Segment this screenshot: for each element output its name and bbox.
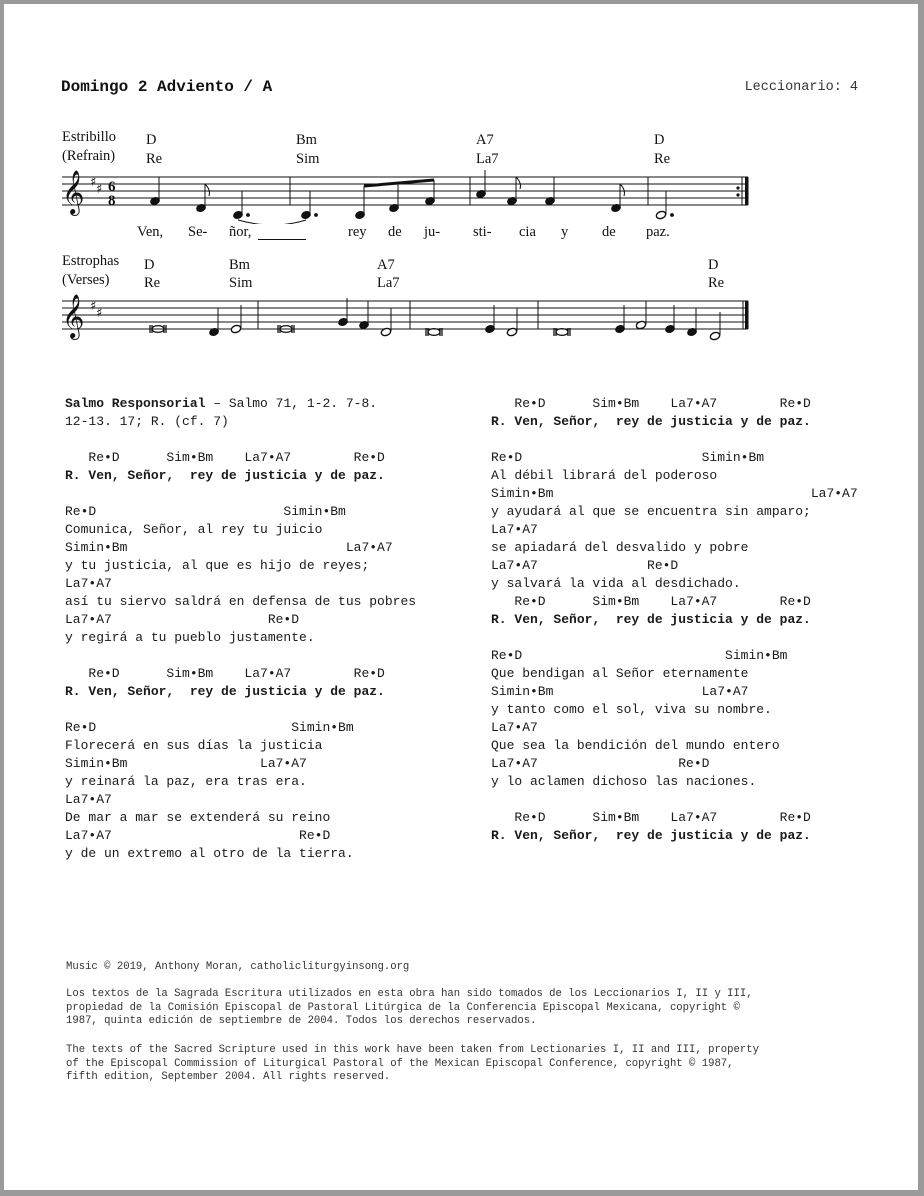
verses-label-en: (Verses) bbox=[62, 272, 110, 288]
sharp-icon: ♯ bbox=[96, 306, 103, 321]
breve-note-icon bbox=[554, 328, 570, 336]
music-copyright: Music © 2019, Anthony Moran, catholicliturgyinsong.org bbox=[66, 961, 410, 973]
stanza-1: Re•D Simin•Bm Comunica, Señor, al rey tu juicio Simin•Bm La7•A7 y tu justicia, al que es hijo de reyes; La7•A7 así tu siervo saldrá en defensa de tus pobres La7•A7 Re•D y regirá a tu pueblo justamente. bbox=[65, 504, 417, 645]
melisma-line bbox=[258, 239, 306, 240]
response-text: R. Ven, Señor, rey de justicia y de paz. bbox=[65, 684, 385, 699]
refrain-lyric: Se- bbox=[188, 224, 208, 240]
refrain-lyric: ju- bbox=[424, 224, 441, 240]
english-copyright-notice: The texts of the Sacred Scripture used in this work have been taken from Lectionaries I, II and III, property of the Episcopal Commission of Liturgical Pastoral of the Mexican Episcopal Conference, copyright © 1987, fifth edition, September 2004. All rights reserved. bbox=[66, 1044, 759, 1083]
refrain-lyric: y bbox=[561, 224, 569, 240]
verse-chord-en: D bbox=[144, 257, 155, 273]
verse-chord-es: Sim bbox=[229, 275, 253, 291]
refrain-chord-es: Sim bbox=[296, 151, 320, 167]
verse-chord-en: A7 bbox=[377, 257, 395, 273]
page-title: Domingo 2 Adviento / A bbox=[61, 78, 273, 96]
page bbox=[4, 4, 918, 1190]
verse-chord-es: Re bbox=[708, 275, 725, 291]
response-chords: Re•D Sim•Bm La7•A7 Re•D bbox=[65, 450, 385, 465]
refrain-chord-en: Bm bbox=[296, 132, 317, 148]
sharp-icon: ♯ bbox=[96, 182, 103, 197]
response-text: R. Ven, Señor, rey de justicia y de paz. bbox=[491, 612, 811, 627]
stanza-4: Re•D Simin•Bm Que bendigan al Señor eternamente Simin•Bm La7•A7 y tanto como el sol, viva su nombre. La7•A7 Que sea la bendición del mundo entero La7•A7 Re•D y lo aclamen dichoso las naciones. bbox=[491, 648, 788, 789]
refrain-chord-en: D bbox=[146, 132, 157, 148]
psalm-citation-cont: 12-13. 17; R. (cf. 7) bbox=[65, 414, 229, 429]
time-signature-top: 6 bbox=[108, 179, 116, 195]
treble-clef-icon: 𝄞 bbox=[62, 294, 85, 338]
refrain-lyric: ñor, bbox=[229, 224, 252, 240]
refrain-staff bbox=[58, 164, 758, 224]
refrain-lyric: rey bbox=[348, 224, 367, 240]
verses-staff bbox=[58, 288, 758, 350]
refrain-chord-en: A7 bbox=[476, 132, 494, 148]
breve-note-icon bbox=[426, 328, 442, 336]
verse-chord-es: La7 bbox=[377, 275, 400, 291]
sharp-icon: ♯ bbox=[90, 299, 97, 314]
refrain-label-en: (Refrain) bbox=[62, 148, 116, 164]
verse-chord-en: Bm bbox=[229, 257, 250, 273]
refrain-lyric: paz. bbox=[646, 224, 670, 240]
response-chords: Re•D Sim•Bm La7•A7 Re•D bbox=[491, 396, 811, 411]
response-chords: Re•D Sim•Bm La7•A7 Re•D bbox=[65, 666, 385, 681]
response-text: R. Ven, Señor, rey de justicia y de paz. bbox=[491, 414, 811, 429]
verse-chord-es: Re bbox=[144, 275, 161, 291]
response-chords: Re•D Sim•Bm La7•A7 Re•D bbox=[491, 810, 811, 825]
refrain-lyric: de bbox=[388, 224, 402, 240]
refrain-chord-es: Re bbox=[654, 151, 671, 167]
response-text: R. Ven, Señor, rey de justicia y de paz. bbox=[491, 828, 811, 843]
spanish-copyright-notice: Los textos de la Sagrada Escritura utilizados en esta obra han sido tomados de los Leccionarios I, II y III, propiedad de la Comisión Episcopal de Pastoral Litúrgica de la Conferencia Episcopal Mexicana, copyright © 1987, quinta edición de septiembre de 2004. Todos los derechos reservados. bbox=[66, 988, 753, 1027]
response-text: R. Ven, Señor, rey de justicia y de paz. bbox=[65, 468, 385, 483]
refrain-lyric: Ven, bbox=[137, 224, 164, 240]
stanza-2: Re•D Simin•Bm Florecerá en sus días la justicia Simin•Bm La7•A7 y reinará la paz, era tras era. La7•A7 De mar a mar se extenderá su reino La7•A7 Re•D y de un extremo al otro de la tierra. bbox=[65, 720, 354, 861]
psalm-citation: – Salmo 71, 1-2. 7-8. bbox=[205, 396, 378, 411]
response-chords: Re•D Sim•Bm La7•A7 Re•D bbox=[491, 594, 811, 609]
psalm-heading: Salmo Responsorial bbox=[65, 396, 206, 411]
refrain-chord-en: D bbox=[654, 132, 665, 148]
refrain-chord-es: Re bbox=[146, 151, 163, 167]
stanza-3: Re•D Simin•Bm Al débil librará del poderoso Simin•Bm La7•A7 y ayudará al que se encuentra sin amparo; La7•A7 se apiadará del desvalido y pobre La7•A7 Re•D y salvará la vida al desdichado. bbox=[491, 450, 858, 591]
psalm-heading-line bbox=[65, 395, 377, 413]
refrain-lyric: de bbox=[602, 224, 616, 240]
refrain-lyric: cia bbox=[519, 224, 536, 240]
verse-chord-en: D bbox=[708, 257, 719, 273]
refrain-label: Estribillo bbox=[62, 129, 116, 145]
refrain-lyric: sti- bbox=[473, 224, 492, 240]
verses-label: Estrophas bbox=[62, 253, 120, 269]
treble-clef-icon: 𝄞 bbox=[62, 170, 85, 214]
refrain-chord-es: La7 bbox=[476, 151, 499, 167]
lectionary-number: Leccionario: 4 bbox=[744, 80, 858, 95]
time-signature-bottom: 8 bbox=[108, 193, 116, 209]
sharp-icon: ♯ bbox=[90, 175, 97, 190]
